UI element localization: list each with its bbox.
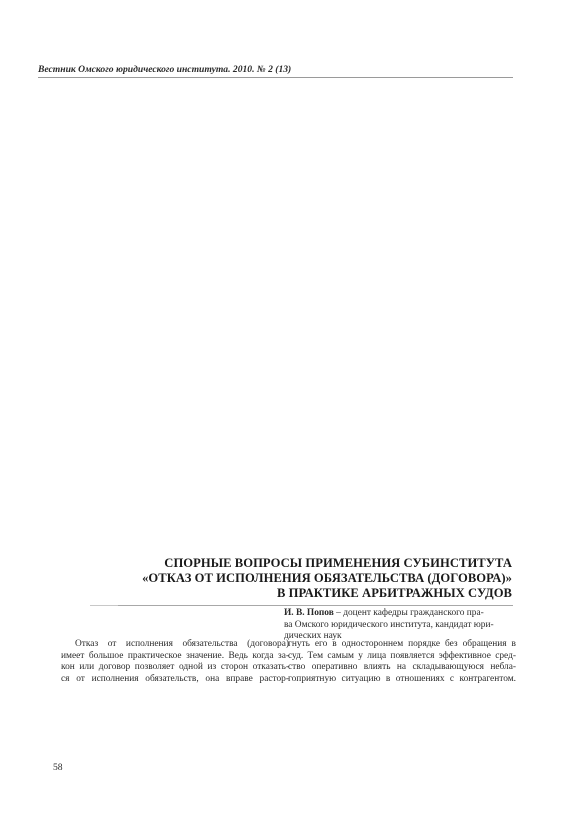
body-column-right bbox=[288, 639, 516, 686]
header-rule bbox=[38, 77, 513, 78]
author-affiliation-2: ва Омского юридического института, кандидат юри- bbox=[284, 619, 494, 630]
body-line: суд. Тем самым у лица появляется эффективное сред- bbox=[288, 650, 516, 661]
running-header: Вестник Омского юридического института. 2010. № 2 (13) bbox=[38, 64, 292, 75]
body-line: ство оперативно влиять на складывающуюся небла- bbox=[288, 662, 516, 673]
body-column-left bbox=[61, 639, 289, 686]
body-line: гнуть его в одностороннем порядке без обращения в bbox=[288, 639, 516, 649]
author-name: И. В. Попов bbox=[284, 608, 334, 618]
body-line: кон или договор позволяет одной из сторон отказать- bbox=[61, 662, 289, 673]
article-title bbox=[82, 556, 512, 601]
author-line-1 bbox=[284, 608, 513, 620]
page-number: 58 bbox=[53, 762, 63, 773]
title-line-1: СПОРНЫЕ ВОПРОСЫ ПРИМЕНЕНИЯ СУБИНСТИТУТА bbox=[164, 556, 512, 570]
author-affiliation-1: – доцент кафедры гражданского пра- bbox=[333, 608, 484, 618]
title-line-3: В ПРАКТИКЕ АРБИТРАЖНЫХ СУДОВ bbox=[276, 586, 512, 600]
body-line: Отказ от исполнения обязательства (договора) bbox=[75, 639, 289, 649]
author-block bbox=[284, 608, 513, 643]
body-line: имеет большое практическое значение. Ведь когда за- bbox=[61, 650, 289, 661]
body-line: ся от исполнения обязательств, она вправе растор- bbox=[61, 674, 289, 685]
title-line-2: «ОТКАЗ ОТ ИСПОЛНЕНИЯ ОБЯЗАТЕЛЬСТВА (ДОГОВОРА)» bbox=[142, 571, 512, 585]
title-rule bbox=[118, 605, 513, 606]
author-affiliation-3: дических наук bbox=[284, 631, 342, 642]
body-line: гоприятную ситуацию в отношениях с контрагентом. bbox=[288, 674, 516, 685]
